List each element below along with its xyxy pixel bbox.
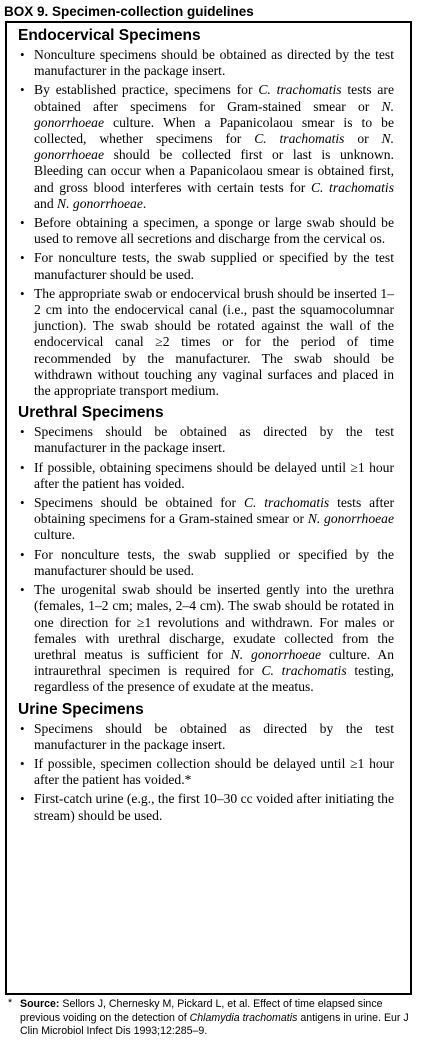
list-item: [18, 424, 394, 456]
list-item: [18, 756, 394, 788]
bullet-icon: •: [20, 755, 25, 771]
text-run: By established practice, specimens for: [34, 82, 259, 98]
list-item: [18, 791, 394, 823]
italic-term: C. trachomatis: [243, 495, 330, 511]
italic-term: N. gonorrhoeae: [57, 195, 143, 211]
text-run: and: [34, 195, 58, 211]
list-item: [18, 286, 394, 399]
text-run: For nonculture tests, the swab supplied or specified by the test manufacturer should be used.: [34, 250, 394, 282]
list-item: [18, 721, 394, 753]
bullet-icon: •: [20, 47, 25, 62]
bullet-icon: •: [20, 250, 25, 266]
text-run: Nonculture specimens should be obtained as directed by the test manufacturer in the package insert.: [34, 47, 394, 79]
bullet-icon: •: [20, 285, 25, 301]
text-run: testing, regardless of the presence of exudate at the meatus.: [34, 663, 395, 695]
bullet-icon: •: [20, 424, 25, 440]
text-run: culture.: [34, 527, 76, 543]
bullet-list: [18, 47, 394, 399]
text-run: Specimens should be obtained for: [34, 495, 244, 511]
list-item: [18, 215, 394, 247]
section-title: Endocervical Specimens: [18, 27, 201, 44]
italic-term: C. trachomatis: [254, 131, 345, 147]
footnote: [8, 998, 418, 1039]
text-run: culture. When a Papanicolaou smear is to be collected, whether specimens for: [34, 114, 394, 147]
text-run: should be collected first or last is unknown. Bleeding can occur when a Papanicolaou smear is obtained first, and gross blood interferes with certain tests for: [34, 147, 394, 195]
bullet-icon: •: [20, 791, 25, 807]
bullet-icon: •: [20, 720, 25, 736]
text-run: .: [142, 195, 147, 211]
text-run: If possible, obtaining specimens should be delayed until ≥1 hour after the patient has voided.: [34, 459, 394, 491]
list-item: [18, 250, 394, 282]
italic-term: N. gonorrhoeae: [34, 98, 394, 130]
list-item: [18, 582, 394, 695]
text-run: The appropriate swab or endocervical brush should be inserted 1–2 cm into the endocervical canal (i.e., past the squamocolumnar junction). The swab should be rotated against the wall of the endocervical canal ≥2 times or for the period of time recommended by the manufacturer. The swab should be withdrawn without touching any vaginal surfaces and placed in the appropriate transport medium.: [34, 285, 394, 399]
list-item: [18, 460, 394, 492]
text-run: Before obtaining a specimen, a sponge or large swab should be used to remove all secretions and discharge from the cervical os.: [34, 215, 394, 247]
bullet-list: [18, 424, 394, 695]
bullet-icon: •: [20, 215, 25, 231]
footnote-marker: *: [8, 997, 13, 1009]
text-run: Sellors J, Chernesky M, Pickard L, et al. Effect of time elapsed since previous voiding on the detection of: [20, 998, 383, 1024]
italic-term: Chlamydia trachomatis: [189, 1011, 298, 1024]
list-item: [18, 547, 394, 579]
section-title: Urethral Specimens: [18, 404, 164, 422]
footnote-text: [8, 998, 418, 1039]
text-run: The urogenital swab should be inserted gently into the urethra (females, 1–2 cm; males, 2–4 cm). The swab should be rotated in one direction for ≥1 revolutions and withdrawn. For males or females with urethral discharge, exudate collected from the urethral meatus is sufficient for: [34, 582, 394, 662]
italic-term: C. trachomatis: [310, 179, 394, 195]
italic-term: C. trachomatis: [261, 663, 347, 679]
text-run: First-catch urine (e.g., the first 10–30 cc voided after initiating the stream) should be used.: [34, 791, 394, 823]
text-run: Specimens should be obtained as directed by the test manufacturer in the package insert.: [34, 720, 394, 752]
footnote-source-label: Source:: [20, 998, 60, 1010]
text-run: For nonculture tests, the swab supplied or specified by the manufacturer should be used.: [34, 546, 394, 578]
bullet-icon: •: [20, 582, 25, 598]
bullet-icon: •: [20, 495, 25, 511]
text-run: tests after obtaining specimens for a Gram-stained smear or: [34, 495, 394, 527]
list-item: [18, 495, 394, 544]
list-item: [18, 82, 394, 212]
text-run: culture. An intraurethral specimen is required for: [34, 646, 394, 679]
bullet-icon: •: [20, 82, 25, 98]
italic-term: N. gonorrhoeae: [230, 646, 322, 662]
text-run: or: [344, 131, 382, 147]
section-title: Urine Specimens: [18, 700, 144, 718]
guidelines-content: [18, 24, 394, 827]
bullet-icon: •: [20, 546, 25, 562]
text-run: If possible, specimen collection should be delayed until ≥1 hour after the patient has voided.*: [34, 755, 394, 788]
list-item: [18, 47, 394, 79]
italic-term: N. gonorrhoeae: [34, 131, 394, 163]
italic-term: C. trachomatis: [258, 82, 342, 98]
bullet-icon: •: [20, 459, 25, 475]
bullet-list: [18, 721, 394, 824]
text-run: antigens in urine. Eur J Clin Microbiol Infect Dis 1993;12:285–9.: [20, 1011, 409, 1037]
text-run: Specimens should be obtained as directed by the test manufacturer in the package insert.: [34, 424, 394, 456]
text-run: tests are obtained after specimens for Gram-stained smear or: [34, 82, 394, 114]
box-title: BOX 9. Specimen-collection guidelines: [4, 4, 254, 19]
italic-term: N. gonorrhoeae: [307, 511, 394, 527]
